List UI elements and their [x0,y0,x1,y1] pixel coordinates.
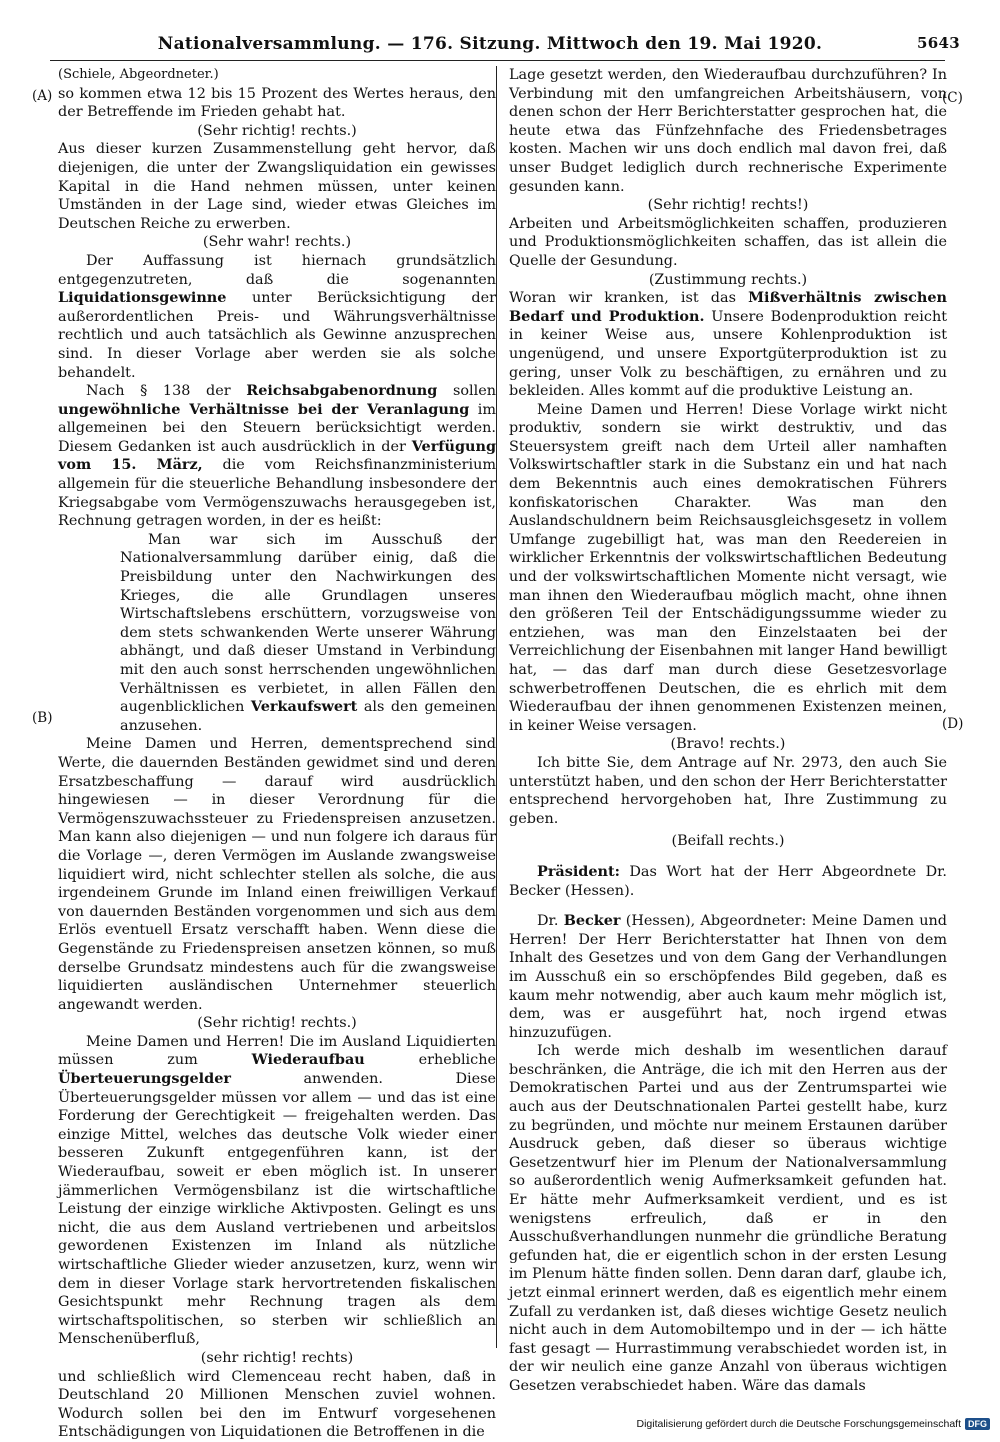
speaker-name: Becker [563,912,621,930]
paragraph: Präsident: Das Wort hat der Herr Abgeordnete Dr. Becker (Hessen). [509,862,948,899]
margin-mark-c: (C) [942,90,963,106]
footer [636,1418,990,1430]
paragraph: Ich bitte Sie, dem Antrage auf Nr. 2973, den auch Sie unterstützt haben, und den schon der Herr Berichterstatter entsprechend hervorgehoben hat, Ihre Zustimmung zu geben. [509,754,947,827]
emphasis: Verfügung vom 15. März, [58,437,497,474]
paragraph: Lage gesetzt werden, den Wiederaufbau durchzuführen? In Verbindung mit den umfangreichen Arbeitshäusern, von denen schon der Herr Berichterstatter gesprochen hat, die heute etwa das Fünfzehnfache des Friedensbetrages kosten. Machen wir uns doch endlich mal davon frei, daß unser Budget lediglich durch rechnerische Experimente gesunden kann. [509,67,947,195]
emphasis: Wiederaufbau [251,1051,365,1069]
emphasis: Überteuerungsgelder [58,1070,231,1088]
paragraph: so kommen etwa 12 bis 15 Prozent des Wertes heraus, den der Betreffende im Frieden gehabt hat. [58,85,496,121]
interjection: (Beifall rechts.) [671,833,785,850]
emphasis: ungewöhnliche Verhältnisse bei der Veranlagung [58,400,470,418]
right-column [509,66,948,1394]
paragraph: und schließlich wird Clemenceau recht haben, daß in Deutschland 20 Millionen Menschen zuviel wohnen. Wodurch sollen bei den im Entwurf vorgesehenen Entschädigungen von Liquidationen die Betroffenen in die [58,1368,496,1441]
left-column [58,66,497,1441]
column-divider [496,66,497,1348]
margin-mark-b: (B) [32,710,53,726]
quotation: Man war sich im Ausschuß der Nationalversammlung darüber einig, daß die Preisbildung unter den Nachwirkungen des Krieges, die alle Grundlagen unseres Wirtschaftslebens erschüttern, vorzugsweise von dem stets schwankenden Werte unserer Währung abhängt, und daß dieser Umstand in Verbindung mit den auch sonst herrschenden ungewöhnlichen Verhältnissen es verbietet, in allen Fällen den augenblicklichen Verkaufswert als den gemeinen anzusehen. [120,531,496,734]
paragraph: Aus dieser kurzen Zusammenstellung geht hervor, daß diejenigen, die unter der Zwangsliquidation ein gewisses Kapital in die Hand nehmen müssen, unter keinen Umständen in der Lage sind, wieder etwas Gleiches im Deutschen Reiche zu erwerben. [58,141,496,232]
footer-text: Digitalisierung gefördert durch die Deutsche Forschungsgemeinschaft [636,1418,961,1430]
interjection: (Sehr richtig! rechts!) [647,197,809,214]
paragraph: Ich werde mich deshalb im wesentlichen darauf beschränken, die Anträge, die ich mit den Herren aus der Demokratischen Partei und aus der Zentrumspartei wie auch aus der Deutschnationalen Partei gestellt habe, kurz zu begründen, und möchte nur meinem Erstaunen darüber Ausdruck geben, daß dieser so überaus wichtige Gesetzentwurf hier im Plenum der Nationalversammlung so außerordentlich wenig Aufmerksamkeit gefunden hat. Er hätte mehr Aufmerksamkeit verdient, und es ist wenigstens erfreulich, daß er in den Ausschußverhandlungen nunmehr die gründliche Beratung gefunden hat, die er eigentlich schon in der ersten Lesung im Plenum hätte finden sollen. Denn daran darf, glaube ich, jetzt einmal erinnert werden, daß es eigentlich mehr einem Zufall zu verdanken ist, daß dieses wichtige Gesetz neulich nicht auch in dem Automobiltempo und in der — ich hätte fast gesagt — Hurrastimmung verabschiedet worden ist, in der wir neulich eine ganze Anzahl von überaus wichtigen Gesetzen verabschiedet haben. Wäre das damals [509,1043,947,1394]
interjection: (Zustimmung rechts.) [648,271,808,288]
interjection: (Sehr richtig! rechts.) [197,122,357,139]
speaker-note: (Schiele, Abgeordneter.) [58,67,219,82]
paragraph: Arbeiten und Arbeitsmöglichkeiten schaffen, produzieren und Produktionsmöglichkeiten schaffen, das ist allein die Quelle der Gesundung. [509,215,947,269]
page-header [40,30,960,58]
dfg-logo: DFG [965,1418,990,1430]
paragraph: Meine Damen und Herren! Die im Ausland Liquidierten müssen zum Wiederaufbau erhebliche Überteuerungsgelder anwenden. Diese Überteuerungsgelder müssen vor allem — und das ist eine Forderung der Gerechtigkeit — freigehalten werden. Das einzige Mittel, welches das deutsche Volk wieder einer besseren Zukunft entgegenführen kann, ist der Wiederaufbau, soweit er eben möglich ist. In unserer jämmerlichen Vermögensbilanz ist die wirtschaftliche Leistung der einzige wirkliche Aktivposten. Gelingt es uns nicht, die aus dem Ausland vertriebenen und arbeitslos gewordenen Existenzen im Inland als nützliche wirtschaftliche Glieder wieder anzusetzen, kurz, wenn wir dem in dieser Vorlage stark hervortretenden fiskalischen Gesichtspunkt mehr Rechnung tragen als dem wirtschaftspolitischen, so sterben wir schließlich an Menschenüberfluß, [58,1033,497,1348]
speaker-president: Präsident: [537,862,620,880]
emphasis: Verkaufswert [250,698,358,716]
page-number: 5643 [917,34,960,52]
paragraph: Nach § 138 der Reichsabgabenordnung sollen ungewöhnliche Verhältnisse bei der Veranlagung im allgemeinen bei den Steuern berücksichtigt werden. Diesem Gedanken ist auch ausdrücklich in der Verfügung vom 15. März, die vom Reichsfinanzministerium allgemein für die steuerliche Behandlung insbesondere der Kriegsabgabe vom Vermögenszuwachs herausgegeben ist, Rechnung getragen worden, in der es heißt: [58,382,497,530]
paragraph: Meine Damen und Herren! Diese Vorlage wirkt nicht produktiv, sondern sie wirkt destruktiv, und das Steuersystem greift nach dem Urteil aller namhaften Volkswirtschaftler stark in die Substanz ein und hat nach dem Bekenntnis auch eines demokratischen Führers konfiskatorischen Charakter. Was man den Auslandschuldnern beim Reichsausgleichsgesetz in vollem Umfange zugebilligt hat, was man den Reedereien in wirklicher Erkenntnis der volkswirtschaftlichen Bedeutung und der volkswirtschaftlichen Momente nicht versagt, wie man ihnen den Wiederaufbau möglich macht, ohne ihnen den größeren Teil der Entschädigungssumme wieder zu entziehen, was man den Einzelstaaten bei der Verreichlichung der Eisenbahnen mit langer Hand bewilligt hat, — das darf man durch diese Gesetzesvorlage schwerbetroffenen Deutschen, die es ehrlich mit dem Wiederaufbau der ihnen genommenen Existenzen meinen, in keiner Weise versagen. [509,401,947,734]
margin-mark-d: (D) [942,716,964,732]
margin-mark-a: (A) [32,88,53,104]
emphasis: Mißverhältnis zwischen Bedarf und Produktion. [509,289,948,325]
paragraph: Meine Damen und Herren, dementsprechend sind Werte, die dauernden Beständen gewidmet sind und deren Ersatzbeschaffung — darauf wird ausdrücklich hingewiesen — in dieser Verordnung für die Vermögenszuwachssteuer zu Friedenspreisen anzusetzen. Man kann also diejenigen — und nun folgere ich daraus für die Vorlage —, deren Vermögen im Auslande zwangsweise liquidiert wird, nicht schlechter stellen als solche, die aus irgendeinem Grunde im Inland einen freiwilligen Verkauf von dauernden Beständen vorgenommen und sich aus dem Erlös eventuell Ersatz verschafft haben. Wenn diese die Gegenstände zu Friedenspreisen ansetzen können, so muß derselbe Grundsatz mindestens auch für die zwangsweise liquidierten ausländischen Unternehmer steuerlich angewandt werden. [58,736,496,1013]
interjection: (Bravo! rechts.) [670,736,786,753]
page-title: Nationalversammlung. — 176. Sitzung. Mittwoch den 19. Mai 1920. [157,34,823,54]
interjection: (sehr richtig! rechts) [200,1349,354,1366]
header-rule [50,60,945,61]
interjection: (Sehr richtig! rechts.) [197,1015,357,1032]
paragraph: Der Auffassung ist hiernach grundsätzlich entgegenzutreten, daß die sogenannten Liquidationsgewinne unter Berücksichtigung der außerordentlichen Preis- und Währungsverhältnisse rechtlich und auch tatsächlich als Gewinne anzusprechen sind. In dieser Vorlage aber werden sie als solche behandelt. [58,252,496,381]
paragraph: Dr. Becker (Hessen), Abgeordneter: Meine Damen und Herren! Der Herr Berichterstatter hat Ihnen von dem Inhalt des Gesetzes und von dem Gang der Verhandlungen im Ausschuß ein so erschöpfendes Bild gegeben, daß es kaum mehr notwendig, aber auch kaum mehr möglich ist, dem, was er ausgeführt hat, noch irgend etwas hinzuzufügen. [509,912,948,1041]
interjection: (Sehr wahr! rechts.) [202,234,352,251]
emphasis: Liquidationsgewinne [58,289,227,307]
paragraph: Woran wir kranken, ist das Mißverhältnis zwischen Bedarf und Produktion. Unsere Bodenproduktion reicht in keiner Weise aus, unsere Kohlenproduktion ist ungenügend, und unsere Exportgüterproduktion ist zu gering, unser Volk zu beschäftigen, zu ernähren und zu bekleiden. Alles kommt auf die produktive Leistung an. [509,289,948,400]
emphasis: Reichsabgabenordnung [246,382,438,400]
